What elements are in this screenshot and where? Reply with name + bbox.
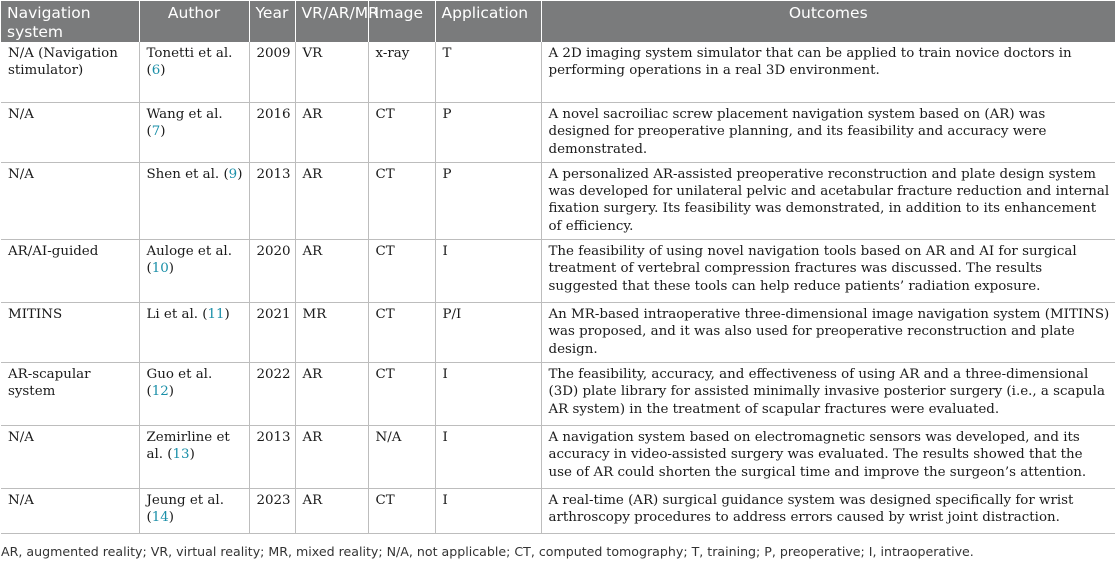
cell-image: CT <box>368 240 435 303</box>
cell-system: MITINS <box>1 303 139 363</box>
cell-application: I <box>435 425 541 488</box>
cell-image: CT <box>368 303 435 363</box>
cell-system: N/A <box>1 103 139 163</box>
cell-system: N/A <box>1 425 139 488</box>
col-header-author: Author <box>139 1 249 42</box>
cell-system: AR-scapular system <box>1 362 139 425</box>
cell-outcome: A personalized AR-assisted preoperative reconstruction and plate design system was developed for unilateral pelvic and acetabular fracture reduction and internal fixation surgery. Its feasibility was demonstrated, in addition to its enhancement of efficiency. <box>541 162 1115 239</box>
reference-link[interactable]: 9 <box>228 166 238 182</box>
cell-outcome: A navigation system based on electromagnetic sensors was developed, and its accuracy in video-assisted surgery was evaluated. The results showed that the use of AR could shorten the surgical time and improve the surgeon’s attention. <box>541 425 1115 488</box>
cell-image: N/A <box>368 425 435 488</box>
cell-tech: AR <box>295 425 368 488</box>
cell-system: N/A <box>1 162 139 239</box>
cell-system: N/A <box>1 488 139 533</box>
table-row <box>1 42 1115 103</box>
navigation-systems-table <box>1 1 1115 534</box>
cell-year: 2023 <box>249 488 295 533</box>
reference-link[interactable]: 11 <box>207 307 225 323</box>
cell-image: CT <box>368 362 435 425</box>
cell-application: P <box>435 103 541 163</box>
cell-application: P <box>435 162 541 239</box>
cell-author: Shen et al. (9) <box>139 162 249 239</box>
cell-outcome: A real-time (AR) surgical guidance system was designed specifically for wrist arthroscopy procedures to address errors caused by wrist joint distraction. <box>541 488 1115 533</box>
table-row <box>1 103 1115 163</box>
cell-application: T <box>435 42 541 103</box>
reference-link[interactable]: 7 <box>151 124 161 140</box>
table-row <box>1 488 1115 533</box>
cell-tech: MR <box>295 303 368 363</box>
col-header-image: Image <box>368 1 435 42</box>
cell-year: 2021 <box>249 303 295 363</box>
cell-author: Wang et al. (7) <box>139 103 249 163</box>
cell-tech: AR <box>295 103 368 163</box>
reference-link[interactable]: 14 <box>151 510 169 526</box>
cell-year: 2022 <box>249 362 295 425</box>
reference-link[interactable]: 10 <box>151 261 169 277</box>
cell-tech: AR <box>295 240 368 303</box>
cell-image: x-ray <box>368 42 435 103</box>
header-row <box>1 1 1115 42</box>
table-footnote: AR, augmented reality; VR, virtual reality; MR, mixed reality; N/A, not applicable; CT, computed tomography; T, training; P, preoperative; I, intraoperative. <box>1 544 974 559</box>
cell-year: 2016 <box>249 103 295 163</box>
table-row <box>1 362 1115 425</box>
cell-year: 2009 <box>249 42 295 103</box>
cell-application: P/I <box>435 303 541 363</box>
cell-outcome: A 2D imaging system simulator that can be applied to train novice doctors in performing operations in a real 3D environment. <box>541 42 1115 103</box>
cell-image: CT <box>368 162 435 239</box>
cell-outcome: The feasibility, accuracy, and effectiveness of using AR and a three-dimensional (3D) plate library for assisted minimally invasive posterior surgery (i.e., a scapula AR system) in the treatment of scapular fractures were evaluated. <box>541 362 1115 425</box>
table-row <box>1 240 1115 303</box>
table-row <box>1 303 1115 363</box>
table-row <box>1 425 1115 488</box>
cell-year: 2013 <box>249 162 295 239</box>
cell-author: Tonetti et al. (6) <box>139 42 249 103</box>
col-header-navigation-system: Navigation system <box>1 1 139 42</box>
cell-author: Guo et al. (12) <box>139 362 249 425</box>
col-header-application: Application <box>435 1 541 42</box>
cell-tech: AR <box>295 162 368 239</box>
cell-tech: VR <box>295 42 368 103</box>
cell-author: Zemirline et al. (13) <box>139 425 249 488</box>
cell-image: CT <box>368 488 435 533</box>
cell-tech: AR <box>295 488 368 533</box>
cell-application: I <box>435 240 541 303</box>
cell-tech: AR <box>295 362 368 425</box>
data-table <box>1 1 1115 534</box>
col-header-year: Year <box>249 1 295 42</box>
cell-application: I <box>435 488 541 533</box>
reference-link[interactable]: 6 <box>151 63 161 79</box>
col-header-vr-ar-mr: VR/AR/MR <box>295 1 368 42</box>
cell-outcome: The feasibility of using novel navigation tools based on AR and AI for surgical treatment of vertebral compression fractures was discussed. The results suggested that these tools can help reduce patients’ radiation exposure. <box>541 240 1115 303</box>
reference-link[interactable]: 13 <box>172 447 190 463</box>
cell-year: 2013 <box>249 425 295 488</box>
cell-image: CT <box>368 103 435 163</box>
cell-year: 2020 <box>249 240 295 303</box>
cell-author: Li et al. (11) <box>139 303 249 363</box>
cell-author: Auloge et al. (10) <box>139 240 249 303</box>
cell-system: N/A (Navigation stimulator) <box>1 42 139 103</box>
reference-link[interactable]: 12 <box>151 384 169 400</box>
cell-outcome: An MR-based intraoperative three-dimensional image navigation system (MITINS) was proposed, and it was also used for preoperative reconstruction and plate design. <box>541 303 1115 363</box>
cell-outcome: A novel sacroiliac screw placement navigation system based on (AR) was designed for preoperative planning, and its feasibility and accuracy were demonstrated. <box>541 103 1115 163</box>
cell-application: I <box>435 362 541 425</box>
col-header-outcomes: Outcomes <box>541 1 1115 42</box>
cell-author: Jeung et al. (14) <box>139 488 249 533</box>
table-row <box>1 162 1115 239</box>
cell-system: AR/AI-guided <box>1 240 139 303</box>
